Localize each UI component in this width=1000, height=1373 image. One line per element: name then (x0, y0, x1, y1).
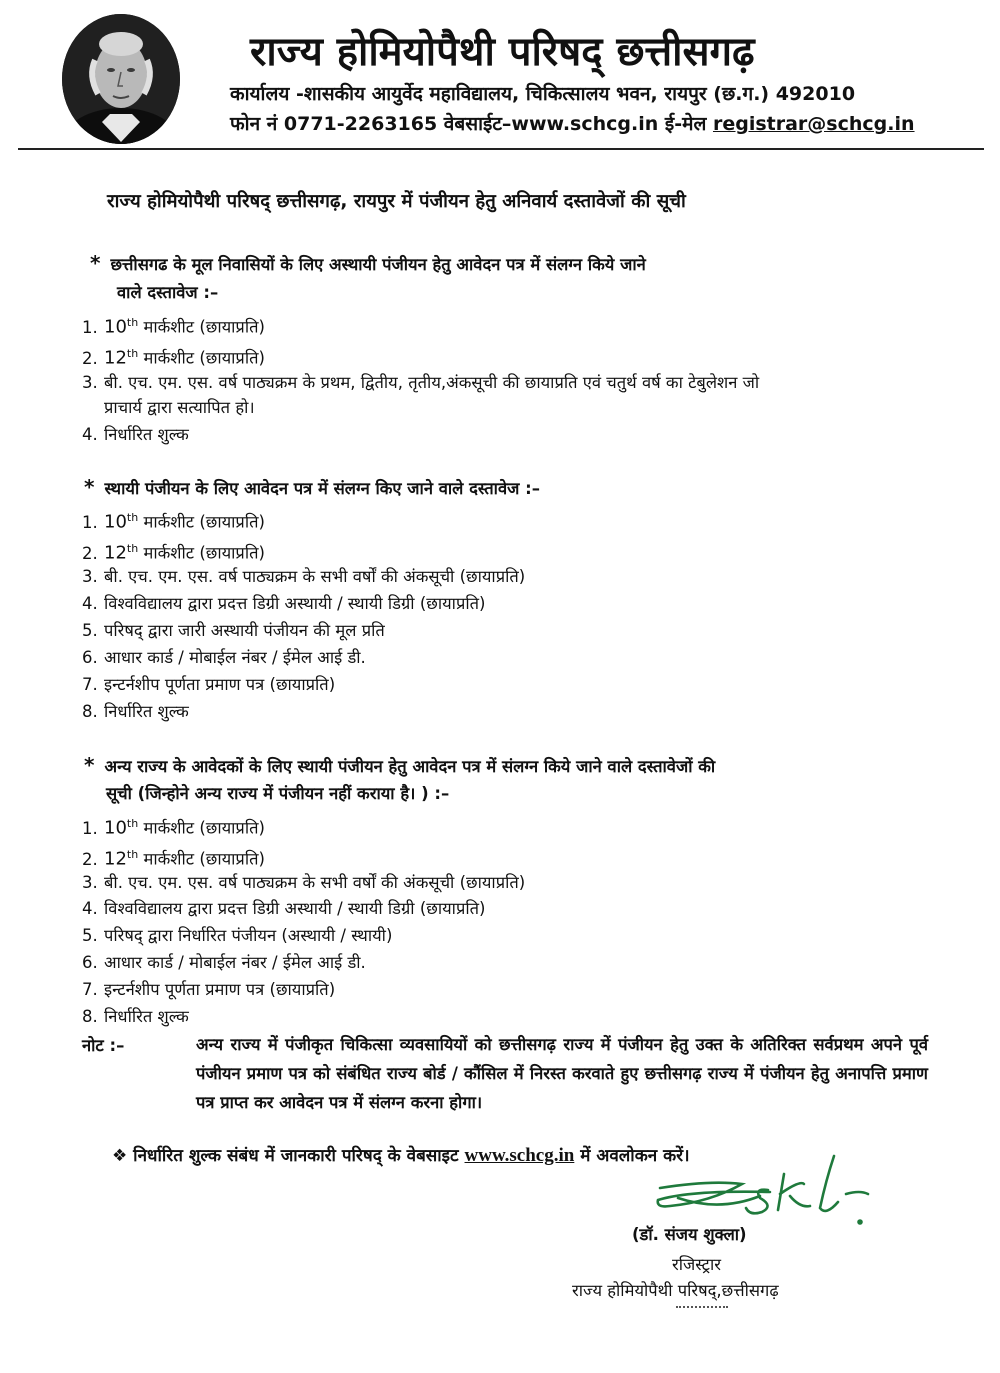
fee-info-suffix: में अवलोकन करें। (580, 1146, 690, 1166)
signatory-name: (डॉ. संजय शुक्ला) (632, 1225, 747, 1244)
letterhead (0, 0, 1000, 152)
list-item: 2. 12th मार्कशीट (छायाप्रति) (82, 542, 265, 564)
contact-line (230, 110, 915, 136)
list-item: 7. इन्टर्नशीप पूर्णता प्रमाण पत्र (छायाप्रति) (82, 675, 336, 694)
fee-info-line (112, 1143, 690, 1167)
list-item: 1. 10th मार्कशीट (छायाप्रति) (82, 817, 265, 839)
website-link[interactable]: www.schcg.in (464, 1145, 575, 1166)
handwritten-signature (650, 1150, 880, 1230)
bullet-star: * (84, 753, 95, 777)
document-title: राज्य होमियोपैथी परिषद् छत्तीसगढ़, रायपुर में पंजीयन हेतु अनिवार्य दस्तावेजों की सूची (107, 191, 686, 212)
section-2-heading (84, 472, 540, 504)
list-item: 4. विश्वविद्यालय द्वारा प्रदत्त डिग्री अस्थायी / स्थायी डिग्री (छायाप्रति) (82, 899, 486, 918)
list-item: 1. 10th मार्कशीट (छायाप्रति) (82, 316, 265, 338)
phone-website: फोन नं 0771-2263165 वेबसाईट–www.schcg.in ई-मेल (230, 113, 707, 135)
list-item: 4. विश्वविद्यालय द्वारा प्रदत्त डिग्री अस्थायी / स्थायी डिग्री (छायाप्रति) (82, 594, 486, 613)
section-1-heading (90, 248, 646, 280)
list-item: 6. आधार कार्ड / मोबाईल नंबर / ईमेल आई डी. (82, 648, 366, 667)
bullet-star: * (84, 475, 95, 499)
list-item: 3. बी. एच. एम. एस. वर्ष पाठ्यक्रम के प्रथम, द्वितीय, तृतीय,अंकसूची की छायाप्रति एवं चतुर्थ वर्ष का टेबुलेशन जो (82, 373, 760, 392)
seal-remnant (676, 1306, 728, 1309)
bullet-star: * (90, 251, 101, 275)
founder-portrait (62, 14, 180, 144)
email-link[interactable]: registrar@schcg.in (712, 113, 915, 135)
list-item: 3. बी. एच. एम. एस. वर्ष पाठ्यक्रम के सभी वर्षों की अंकसूची (छायाप्रति) (82, 873, 526, 892)
section-2-heading-line1: स्थायी पंजीयन के लिए आवेदन पत्र में संलग्न किए जाने वाले दस्तावेज :– (104, 479, 540, 498)
section-1-heading-line2: वाले दस्तावेज :– (117, 283, 219, 302)
section-3-heading-line2: सूची (जिन्होने अन्य राज्य में पंजीयन नहीं कराया है। ) :– (106, 784, 450, 803)
fee-info-prefix: निर्धारित शुल्क संबंध में जानकारी परिषद् के वेबसाइट (133, 1146, 459, 1166)
section-1-heading-line1: छत्तीसगढ के मूल निवासियों के लिए अस्थायी पंजीयन हेतु आवेदन पत्र में संलग्न किये जाने (110, 255, 646, 274)
signatory-designation: रजिस्ट्रार (672, 1255, 722, 1274)
list-item: 8. निर्धारित शुल्क (82, 702, 189, 721)
list-item: 5. परिषद् द्वारा जारी अस्थायी पंजीयन की मूल प्रति (82, 621, 385, 640)
section-3-heading-line1: अन्य राज्य के आवेदकों के लिए स्थायी पंजीयन हेतु आवेदन पत्र में संलग्न किये जाने वाले दस्तावेजों की (104, 757, 716, 776)
list-item: 6. आधार कार्ड / मोबाईल नंबर / ईमेल आई डी. (82, 953, 366, 972)
signatory-organization: राज्य होमियोपैथी परिषद्,छत्तीसगढ़ (572, 1281, 779, 1300)
list-item: 2. 12th मार्कशीट (छायाप्रति) (82, 848, 265, 870)
note-label: नोट :– (82, 1036, 125, 1055)
list-item: 1. 10th मार्कशीट (छायाप्रति) (82, 511, 265, 533)
office-address: कार्यालय -शासकीय आयुर्वेद महाविद्यालय, चिकित्सालय भवन, रायपुर (छ.ग.) 492010 (230, 83, 856, 105)
list-item-continuation: प्राचार्य द्वारा सत्यापित हो। (104, 398, 255, 417)
section-3-heading (84, 750, 715, 782)
note-text: अन्य राज्य में पंजीकृत चिकित्सा व्यवसायियों को छत्तीसगढ़ राज्य में पंजीयन हेतु उक्त के अतिरिक्त सर्वप्रथम अपने पूर्व पंजीयन प्रमाण पत्र को संबंधित राज्य बोर्ड / कौंसिल में निरस्त करवाते हुए छत्तीसगढ़ राज्य में पंजीयन हेतु अनापत्ति प्रमाण पत्र प्राप्त कर आवेदन पत्र में संलग्न करना होगा। (196, 1035, 928, 1112)
list-item: 8. निर्धारित शुल्क (82, 1007, 189, 1026)
list-item: 2. 12th मार्कशीट (छायाप्रति) (82, 347, 265, 369)
header-divider (18, 148, 984, 150)
list-item: 5. परिषद् द्वारा निर्धारित पंजीयन (अस्थायी / स्थायी) (82, 926, 393, 945)
list-item: 3. बी. एच. एम. एस. वर्ष पाठ्यक्रम के सभी वर्षों की अंकसूची (छायाप्रति) (82, 567, 526, 586)
organization-title: राज्य होमियोपैथी परिषद् छत्तीसगढ़ (250, 29, 755, 75)
diamond-bullet-icon: ❖ (112, 1146, 128, 1166)
list-item: 7. इन्टर्नशीप पूर्णता प्रमाण पत्र (छायाप्रति) (82, 980, 336, 999)
list-item: 4. निर्धारित शुल्क (82, 425, 189, 444)
